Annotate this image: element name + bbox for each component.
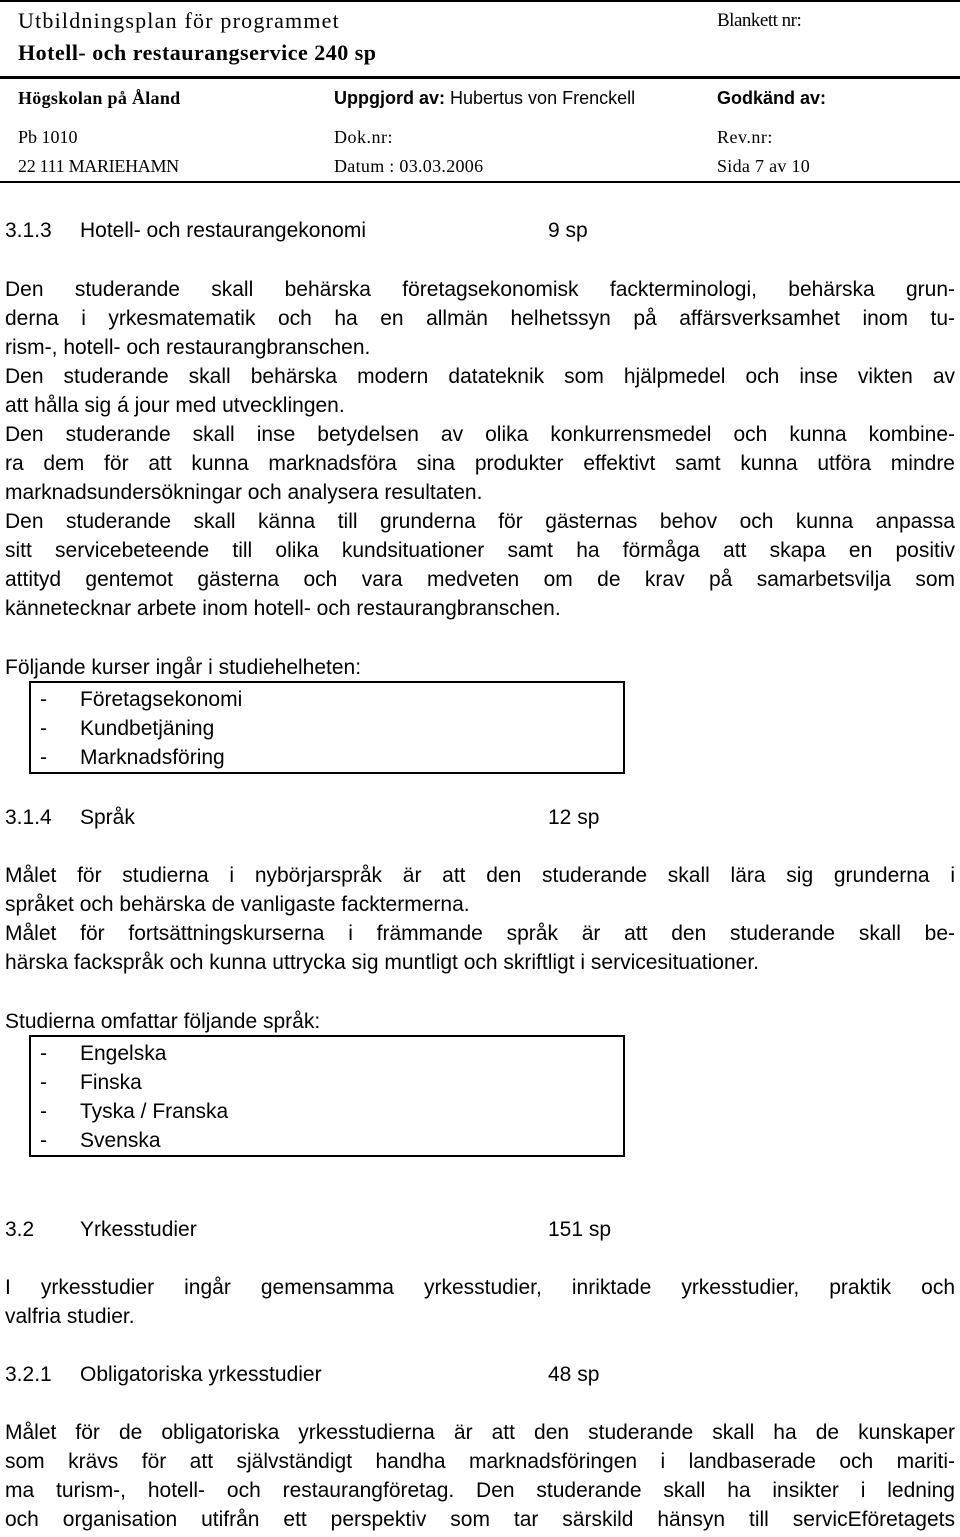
text-line: språket och behärska de vanligaste facktermerna. [5,893,470,916]
organization-name: Högskolan på Åland [18,88,181,108]
section-credits: 151 sp [548,1218,612,1241]
header-bottom-rule [0,181,960,183]
text-line: derna i yrkesmatematik och ha en allmän helhetssyn på affärsverksamhet inom tu- [5,307,955,330]
po-box: Pb 1010 [18,127,78,147]
approved-by-label: Godkänd av: [717,88,827,108]
text-line: och organisation utifrån ett perspektiv som tar särskild hänsyn till servicEföretagets [5,1508,955,1531]
text-line: rism-, hotell- och restaurangbranschen. [5,336,371,359]
list-item: - Svenska [40,1129,161,1152]
prepared-by [334,88,635,109]
text-line: sitt servicebeteende till olika kundsituationer samt ha förmåga att skapa en positiv [5,539,955,562]
document-number-label: Dok.nr: [334,127,393,147]
paragraph [5,1418,955,1534]
languages-intro: Studierna omfattar följande språk: [5,1010,321,1033]
text-line: Den studerande skall behärska företagsekonomisk fackterminologi, behärska grun- [5,278,955,301]
course-list-box [29,681,625,774]
document-header [0,0,960,186]
form-number-label: Blankett nr: [717,10,802,31]
prepared-by-name: Hubertus von Frenckell [450,88,636,108]
text-line: Den studerande skall behärska modern datateknik som hjälpmedel och inse vikten av [5,365,955,388]
text-line: ra dem för att kunna marknadsföra sina produkter effektivt samt kunna utföra mindre [5,452,955,475]
text-line: Den studerande skall inse betydelsen av olika konkurrensmedel och kunna kombine- [5,423,955,446]
text-line: att hålla sig á jour med utvecklingen. [5,394,345,417]
section-credits: 48 sp [548,1363,600,1386]
document-date: Datum : 03.03.2006 [334,156,484,176]
text-line: ma turism-, hotell- och restaurangföretag. Den studerande skall ha insikter i ledning [5,1479,955,1502]
section-title: Obligatoriska yrkesstudier [80,1363,322,1386]
prepared-by-label: Uppgjord av: [334,88,445,108]
list-item: - Engelska [40,1042,167,1065]
list-item: - Kundbetjäning [40,717,215,740]
paragraph [5,275,955,623]
text-line: kännetecknar arbete inom hotell- och restaurangbranschen. [5,597,561,620]
section-credits: 9 sp [548,219,588,242]
list-item: - Företagsekonomi [40,688,243,711]
section-credits: 12 sp [548,806,600,829]
section-number: 3.2 [5,1218,35,1241]
program-name: Hotell- och restaurangservice 240 sp [18,40,377,65]
text-line: valfria studier. [5,1305,135,1328]
list-item: - Tyska / Franska [40,1100,229,1123]
text-line: Målet för fortsättningskurserna i främmande språk är att den studerande skall be- [5,922,955,945]
text-line: Målet för de obligatoriska yrkesstudierna är att den studerande skall ha de kunskaper [5,1421,955,1444]
paragraph [5,861,955,977]
section-title: Språk [80,806,135,829]
program-title: Utbildningsplan för programmet [18,8,340,33]
header-top-rule [0,0,960,2]
list-item: - Marknadsföring [40,746,225,769]
header-divider [0,76,960,79]
text-line: marknadsundersökningar och analysera resultaten. [5,481,483,504]
text-line: I yrkesstudier ingår gemensamma yrkesstudier, inriktade yrkesstudier, praktik och [5,1276,955,1299]
language-list-box [29,1035,625,1157]
text-line: Målet för studierna i nybörjarspråk är att den studerande skall lära sig grunderna i [5,864,955,887]
paragraph [5,1273,955,1331]
list-item: - Finska [40,1071,142,1094]
page-number: Sida 7 av 10 [717,156,811,176]
section-title: Yrkesstudier [80,1218,197,1241]
text-line: attityd gentemot gästerna och vara medveten om de krav på samarbetsvilja som [5,568,955,591]
text-line: härska fackspråk och kunna uttrycka sig muntligt och skriftligt i servicesituationer. [5,951,759,974]
section-number: 3.2.1 [5,1363,52,1386]
revision-number-label: Rev.nr: [717,127,773,147]
section-title: Hotell- och restaurangekonomi [80,219,366,242]
postal-address: 22 111 MARIEHAMN [18,156,179,176]
text-line: Den studerande skall känna till grunderna för gästernas behov och kunna anpassa [5,510,955,533]
section-number: 3.1.3 [5,219,52,242]
text-line: som krävs för att självständigt handha marknadsföringen i landbaserade och mariti- [5,1450,955,1473]
section-number: 3.1.4 [5,806,52,829]
courses-intro: Följande kurser ingår i studiehelheten: [5,656,362,679]
